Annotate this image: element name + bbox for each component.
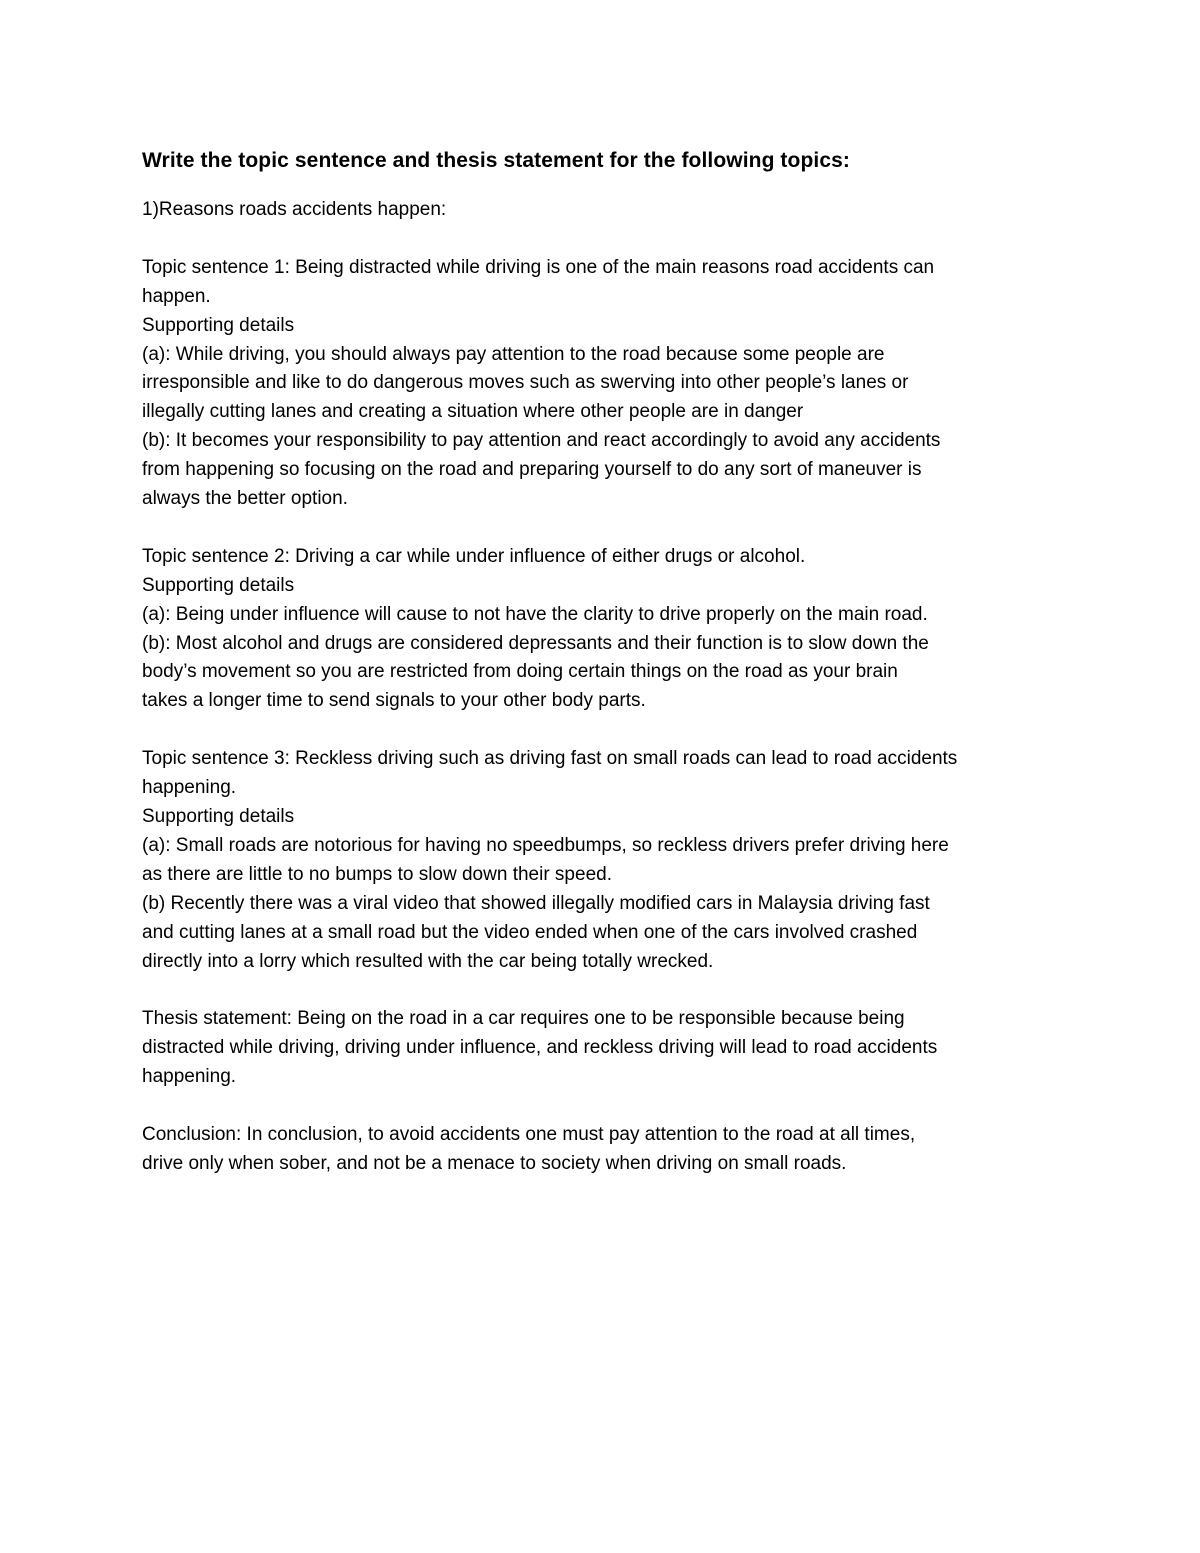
text-line: as there are little to no bumps to slow down their speed. [142,863,612,885]
text-line: happening. [142,1066,237,1088]
text-line: (b) Recently there was a viral video that showed illegally modified cars in Malaysia driving fast [142,892,930,914]
text-line: body’s movement so you are restricted from doing certain things on the road as your brain [142,661,898,683]
text-line: illegally cutting lanes and creating a situation where other people are in danger [142,401,804,423]
document-body [142,196,1057,1179]
text-line: (a): While driving, you should always pay attention to the road because some people are [142,343,885,365]
text-line: happening. [142,777,237,799]
text-line: Supporting details [142,574,295,596]
text-line: always the better option. [142,488,348,510]
text-line: Topic sentence 2: Driving a car while under influence of either drugs or alcohol. [142,545,806,567]
text-line: distracted while driving, driving under influence, and reckless driving will lead to road accidents [142,1037,938,1059]
blank-line [142,514,1057,543]
text-line: takes a longer time to send signals to your other body parts. [142,690,646,712]
text-line: Topic sentence 3: Reckless driving such as driving fast on small roads can lead to road accidents [142,748,958,770]
text-line: Topic sentence 1: Being distracted while driving is one of the main reasons road accidents can [142,256,935,278]
document-title: Write the topic sentence and thesis statement for the following topics: [142,149,850,172]
text-line: drive only when sober, and not be a menace to society when driving on small roads. [142,1152,847,1174]
text-line: from happening so focusing on the road and preparing yourself to do any sort of maneuver is [142,459,922,481]
text-line: Conclusion: In conclusion, to avoid accidents one must pay attention to the road at all times, [142,1123,916,1145]
document-page [142,146,1057,1179]
text-line: directly into a lorry which resulted with the car being totally wrecked. [142,950,714,972]
blank-line [142,976,1057,1005]
text-line: (a): Being under influence will cause to not have the clarity to drive properly on the main road. [142,603,928,625]
text-line: (b): Most alcohol and drugs are considered depressants and their function is to slow down the [142,632,929,654]
text-line: (b): It becomes your responsibility to pay attention and react accordingly to avoid any accidents [142,430,941,452]
text-line: 1)Reasons roads accidents happen: [142,199,447,220]
text-line: (a): Small roads are notorious for having no speedbumps, so reckless drivers prefer driving here [142,834,949,856]
text-line: Supporting details [142,805,295,827]
blank-line [142,1092,1057,1121]
text-line: Thesis statement: Being on the road in a car requires one to be responsible because being [142,1008,905,1030]
text-line: Supporting details [142,314,295,336]
blank-line [142,225,1057,254]
text-line: irresponsible and like to do dangerous moves such as swerving into other people’s lanes or [142,372,909,394]
text-line: and cutting lanes at a small road but the video ended when one of the cars involved crashed [142,921,918,943]
blank-line [142,716,1057,745]
text-line: happen. [142,285,211,307]
